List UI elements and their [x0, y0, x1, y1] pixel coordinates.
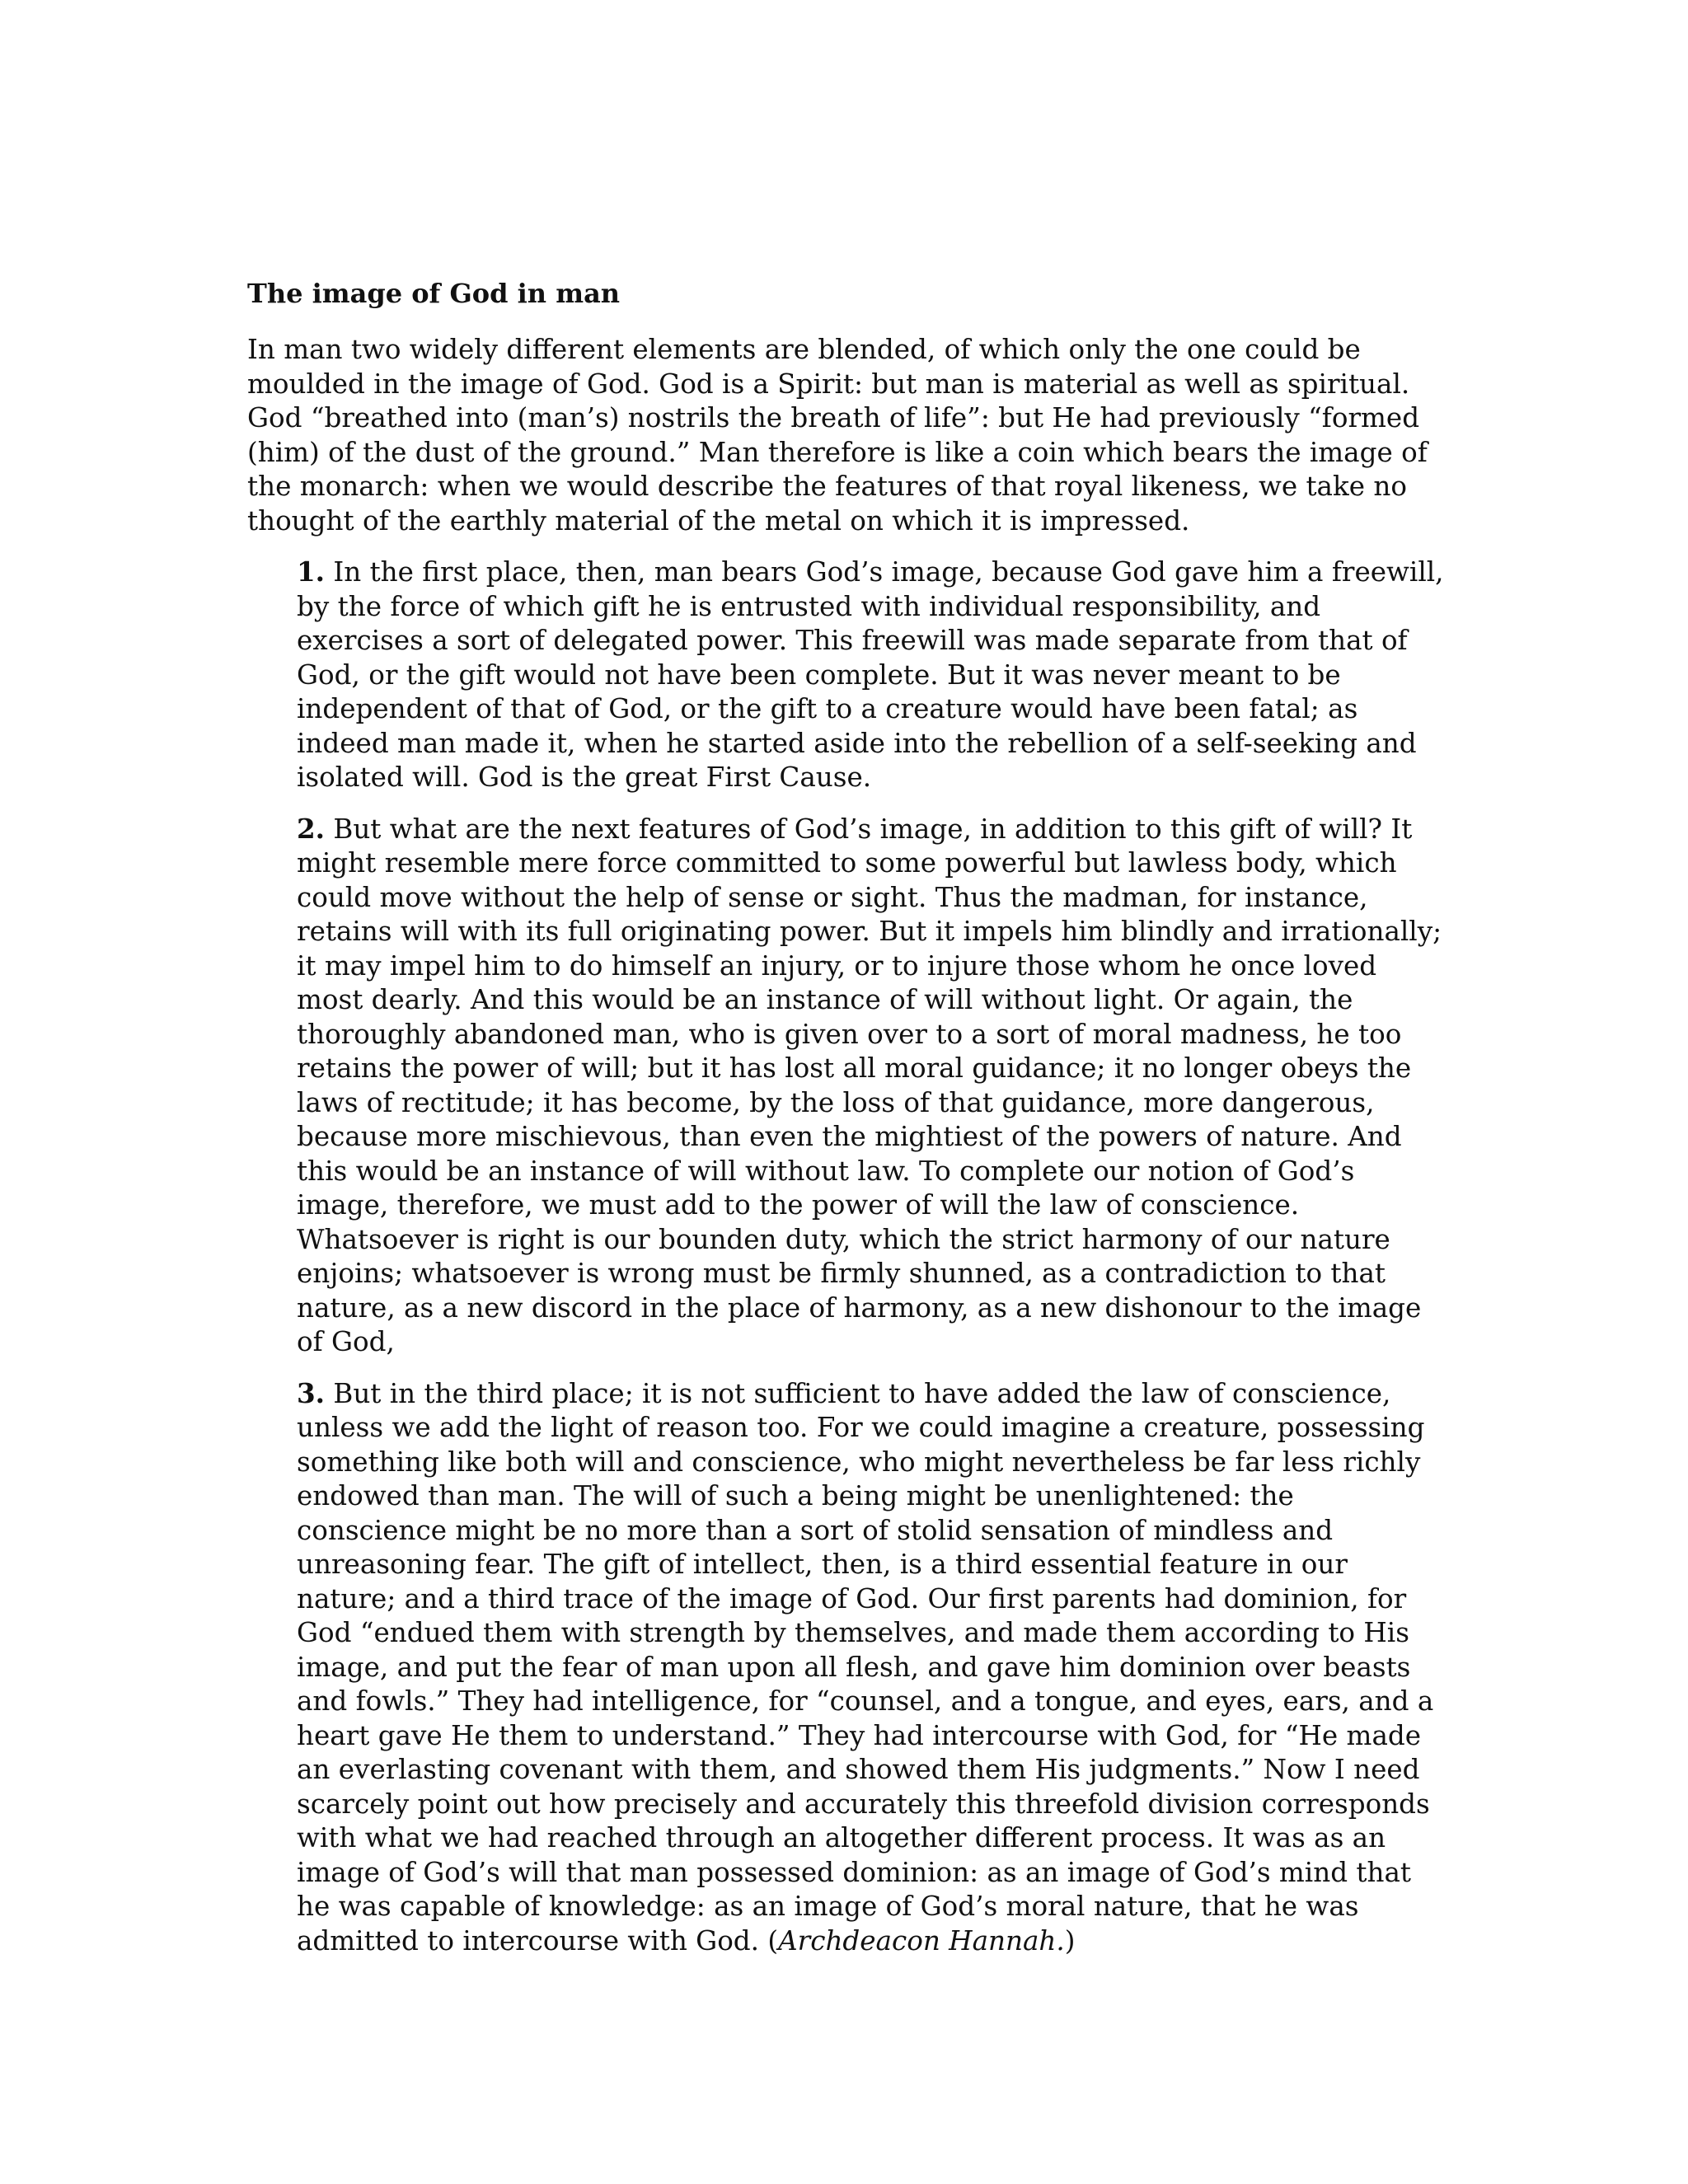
author-attribution: Archdeacon Hannah.	[778, 1924, 1065, 1957]
point-3	[297, 1376, 1451, 1959]
point-text: But in the third place; it is not sufficient to have added the law of conscience, unless we add the light of reason too. For we could imagine a creature, possessing something like both will and conscience, who might nevertheless be far less richly endowed than man. The will of such a being might be unenlightened: the conscience might be no more than a sort of stolid sensation of mindless and unreasoning fear. The gift of intellect, then, is a third essential feature in our nature; and a third trace of the image of God. Our first parents had dominion, for God “endued them with strength by themselves, and made them according to His image, and put the fear of man upon all flesh, and gave him dominion over beasts and fowls.” They had intelligence, for “counsel, and a tongue, and eyes, ears, and a heart gave He them to understand.” They had intercourse with God, for “He made an everlasting covenant with them, and showed them His judgments.” Now I need scarcely point out how precisely and accurately this threefold division corresponds with what we had reached through an altogether different process. It was as an image of God’s will that man possessed dominion: as an image of God’s mind that he was capable of knowledge: as an image of God’s moral nature, that he was admitted to intercourse with God. (	[297, 1377, 1434, 1957]
point-2	[297, 812, 1451, 1360]
point-text: In the first place, then, man bears God’s image, because God gave him a freewill, by the force of which gift he is entrusted with individual responsibility, and exercises a sort of delegated power. This freewill was made separate from that of God, or the gift would not have been complete. But it was never meant to be independent of that of God, or the gift to a creature would have been fatal; as indeed man made it, when he started aside into the rebellion of a self-seeking and isolated will. God is the great First Cause.	[297, 556, 1444, 793]
document-page	[247, 277, 1451, 1975]
point-1	[297, 555, 1451, 795]
point-number: 3.	[297, 1376, 326, 1409]
page-title: The image of God in man	[247, 278, 621, 309]
point-number: 1.	[297, 555, 326, 588]
closing-paren: )	[1064, 1924, 1076, 1957]
point-number: 2.	[297, 812, 326, 845]
point-text: But what are the next features of God’s image, in addition to this gift of will? It might resemble mere force committed to some powerful but lawless body, which could move without the help of sense or sight. Thus the madman, for instance, retains will with its full originating power. But it impels him blindly and irrationally; it may impel him to do himself an injury, or to injure those whom he once loved most dearly. And this would be an instance of will without light. Or again, the thoroughly abandoned man, who is given over to a sort of moral madness, he too retains the power of will; but it has lost all moral guidance; it no longer obeys the laws of rectitude; it has become, by the loss of that guidance, more dangerous, because more mischievous, than even the mightiest of the powers of nature. And this would be an instance of will without law. To complete our notion of God’s image, therefore, we must add to the power of will the law of conscience. Whatsoever is right is our bounden duty, which the strict harmony of our nature enjoins; whatsoever is wrong must be firmly shunned, as a contradiction to that nature, as a new discord in the place of harmony, as a new dishonour to the image of God,	[297, 813, 1442, 1357]
intro-paragraph: In man two widely different elements are blended, of which only the one could be moulded in the image of God. God is a Spirit: but man is material as well as spiritual. God “breathed into (man’s) nostrils the breath of life”: but He had previously “formed (him) of the dust of the ground.” Man therefore is like a coin which bears the image of the monarch: when we would describe the features of that royal likeness, we take no thought of the earthly material of the metal on which it is impressed.	[247, 334, 1428, 537]
